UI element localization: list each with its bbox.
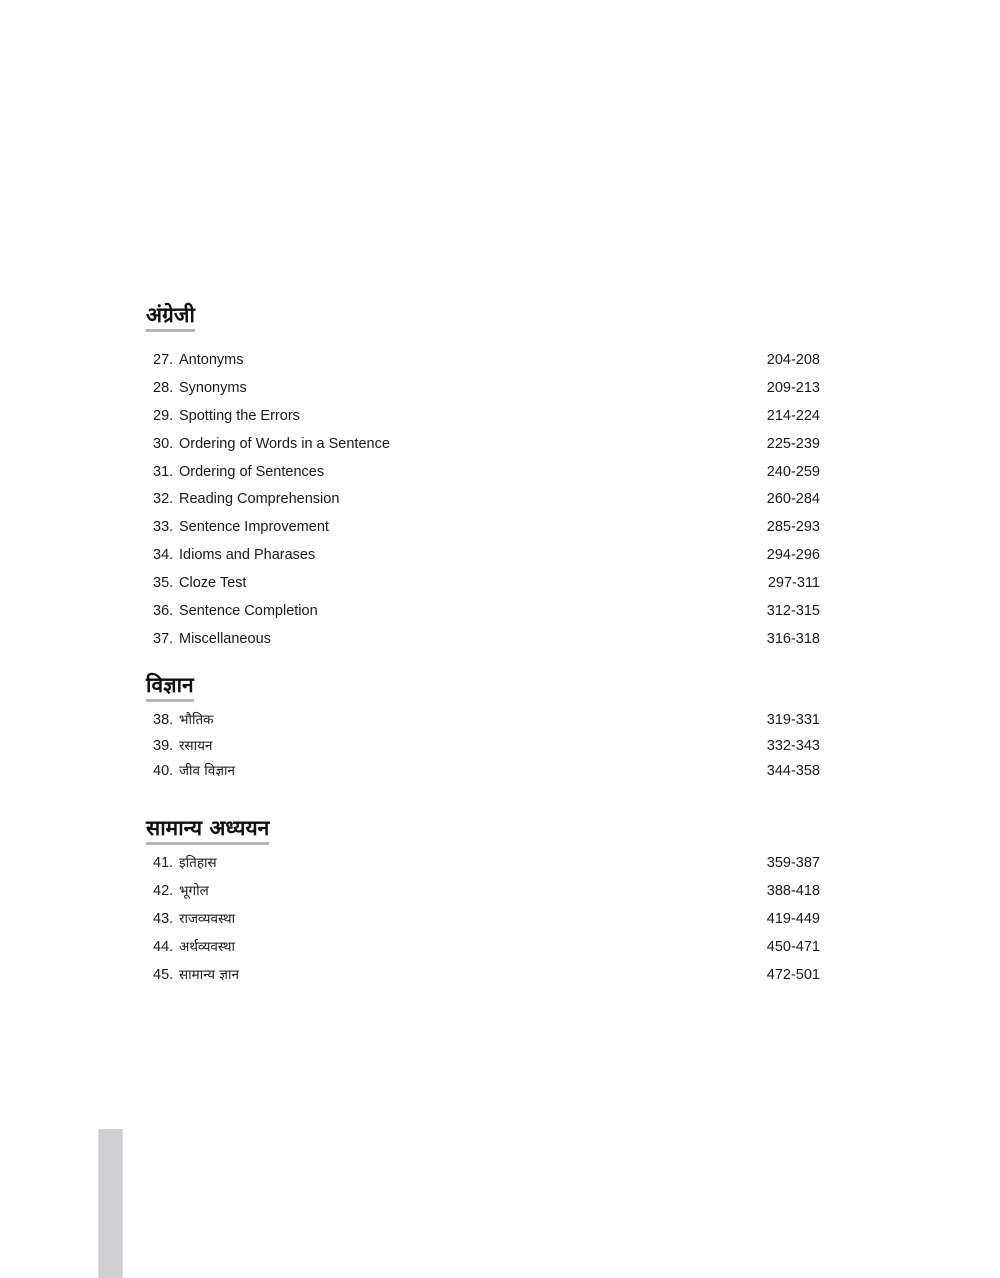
section-english — [146, 302, 826, 658]
entry-number: 29. — [153, 407, 174, 424]
toc-entry[interactable] — [146, 966, 826, 994]
entry-list — [146, 854, 826, 993]
entry-title: Ordering of Sentences — [179, 463, 325, 480]
entry-pages: 450-471 — [766, 938, 820, 955]
entry-pages: 316-318 — [766, 630, 820, 647]
entry-number: 30. — [153, 435, 174, 452]
section-science — [146, 672, 826, 788]
toc-entry[interactable] — [146, 518, 826, 546]
entry-pages: 419-449 — [766, 910, 820, 927]
entry-title: Synonyms — [179, 379, 247, 396]
toc-entry[interactable] — [146, 882, 826, 910]
toc-entry[interactable] — [146, 910, 826, 938]
entry-number: 42. — [153, 882, 174, 899]
entry-title: भौतिक — [179, 712, 214, 728]
entry-number: 27. — [153, 352, 174, 368]
entry-number: 33. — [153, 519, 174, 536]
toc-entry[interactable] — [146, 711, 826, 737]
entry-number: 35. — [153, 575, 174, 592]
entry-number: 43. — [153, 910, 174, 927]
entry-title: Sentence Improvement — [179, 519, 329, 536]
entry-number: 41. — [153, 855, 174, 871]
entry-title: अर्थव्यवस्था — [179, 938, 235, 955]
entry-list — [146, 351, 826, 658]
entry-pages: 332-343 — [766, 737, 820, 754]
entry-pages: 312-315 — [766, 603, 820, 620]
entry-pages: 204-208 — [766, 352, 820, 368]
entry-pages: 294-296 — [766, 547, 820, 564]
entry-pages: 260-284 — [766, 491, 820, 508]
entry-list — [146, 711, 826, 788]
toc-entry[interactable] — [146, 737, 826, 763]
entry-pages: 285-293 — [766, 519, 820, 536]
entry-title: Cloze Test — [179, 575, 247, 592]
section-heading: अंग्रेजी — [146, 302, 195, 332]
entry-number: 36. — [153, 603, 174, 620]
section-heading: विज्ञान — [146, 672, 194, 702]
section-heading: सामान्य अध्ययन — [146, 815, 269, 845]
entry-pages: 240-259 — [766, 463, 820, 480]
entry-title: राजव्यवस्था — [179, 910, 236, 927]
toc-entry[interactable] — [146, 546, 826, 574]
page-edge-tab — [98, 1129, 123, 1278]
entry-number: 28. — [153, 379, 174, 396]
toc-entry[interactable] — [146, 938, 826, 966]
entry-title: Antonyms — [179, 352, 244, 368]
entry-title: Idioms and Pharases — [179, 547, 316, 564]
entry-title: इतिहास — [179, 855, 217, 871]
entry-title: सामान्य ज्ञान — [179, 966, 239, 983]
toc-entry[interactable] — [146, 602, 826, 630]
entry-title: जीव विज्ञान — [179, 763, 235, 780]
entry-pages: 388-418 — [766, 882, 820, 899]
toc-entry[interactable] — [146, 463, 826, 491]
entry-pages: 297-311 — [767, 575, 820, 592]
toc-entry[interactable] — [146, 574, 826, 602]
entry-pages: 319-331 — [766, 712, 820, 728]
entry-pages: 225-239 — [766, 435, 820, 452]
entry-pages: 214-224 — [766, 407, 820, 424]
entry-title: Miscellaneous — [179, 630, 271, 647]
entry-number: 31. — [153, 463, 174, 480]
entry-number: 45. — [153, 966, 174, 983]
toc-entry[interactable] — [146, 490, 826, 518]
entry-title: Reading Comprehension — [179, 491, 340, 508]
entry-title: Spotting the Errors — [179, 407, 300, 424]
toc-entry[interactable] — [146, 762, 826, 788]
entry-pages: 209-213 — [766, 379, 820, 396]
section-general-studies — [146, 815, 826, 993]
entry-pages: 344-358 — [766, 763, 820, 780]
toc-entry[interactable] — [146, 854, 826, 882]
entry-number: 32. — [153, 491, 174, 508]
toc-entry[interactable] — [146, 407, 826, 435]
entry-number: 40. — [153, 763, 174, 780]
entry-number: 39. — [153, 737, 174, 754]
entry-number: 38. — [153, 712, 174, 728]
toc-entry[interactable] — [146, 351, 826, 379]
entry-title: भूगोल — [179, 882, 209, 899]
entry-title: रसायन — [179, 737, 213, 754]
entry-number: 37. — [153, 630, 174, 647]
entry-number: 44. — [153, 938, 174, 955]
entry-number: 34. — [153, 547, 174, 564]
toc-entry[interactable] — [146, 630, 826, 658]
toc-entry[interactable] — [146, 379, 826, 407]
entry-title: Sentence Completion — [179, 603, 318, 620]
toc-entry[interactable] — [146, 435, 826, 463]
entry-pages: 472-501 — [766, 966, 820, 983]
entry-title: Ordering of Words in a Sentence — [179, 435, 390, 452]
entry-pages: 359-387 — [766, 855, 820, 871]
